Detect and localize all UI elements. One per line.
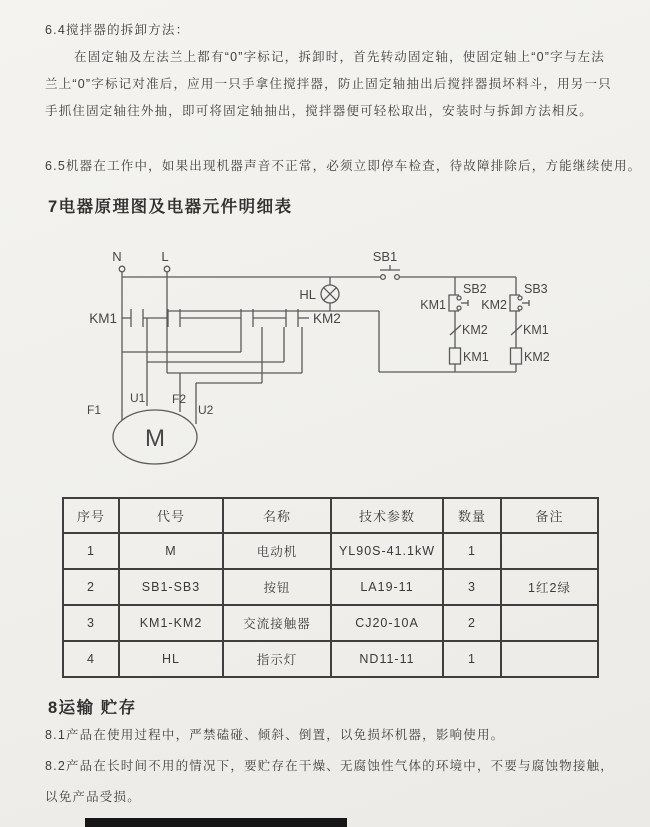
cell-name: 指示灯 — [223, 641, 331, 677]
cell-qty: 3 — [443, 569, 501, 605]
label-u2: U2 — [198, 403, 214, 417]
table-row — [63, 533, 598, 569]
section-6-4-heading: 6.4搅拌器的拆卸方法： — [45, 23, 190, 37]
section-8-title: 8运输 贮存 — [48, 699, 137, 717]
cell-name: 按钮 — [223, 569, 331, 605]
diagram-labels — [87, 249, 550, 452]
cell-note — [501, 533, 598, 569]
cell-note — [501, 605, 598, 641]
section-6-5: 6.5机器在工作中，如果出现机器声音不正常，必须立即停车检查，待故障排除后，方能继续使用。 — [45, 159, 642, 173]
section-6-4-body: 在固定轴及左法兰上都有“0”字标记，拆卸时，首先转动固定轴，使固定轴上“0”字与左法兰上“0”字标记对准后，应用一只手拿住搅拌器，防止固定轴抽出后搅拌器损坏料斗，用另一只手抓住固定轴往外抽，即可将固定轴抽出，搅拌器便可轻松取出，安装时与拆卸方法相反。 — [45, 50, 612, 118]
cell-code: KM1-KM2 — [119, 605, 223, 641]
parts-table — [62, 497, 599, 678]
cell-index: 3 — [63, 605, 119, 641]
cell-spec: CJ20-10A — [331, 605, 443, 641]
label-sb1: SB1 — [372, 249, 398, 264]
cell-name: 交流接触器 — [223, 605, 331, 641]
label-fwd-coil: KM1 — [463, 350, 489, 364]
cell-note — [501, 641, 598, 677]
label-f1: F1 — [86, 403, 101, 417]
cell-index: 2 — [63, 569, 119, 605]
label-sb2: SB2 — [463, 282, 487, 296]
table-row — [63, 605, 598, 641]
cell-qty: 1 — [443, 533, 501, 569]
label-km1-main: KM1 — [89, 311, 117, 326]
col-header-code: 代号 — [119, 498, 223, 533]
label-rev-interlock: KM1 — [523, 323, 549, 337]
cell-name: 电动机 — [223, 533, 331, 569]
table-header-row — [63, 498, 598, 533]
cell-qty: 1 — [443, 641, 501, 677]
cell-code: M — [119, 533, 223, 569]
cell-note: 1红2绿 — [501, 569, 598, 605]
label-f2: F2 — [172, 392, 187, 406]
cell-spec: YL90S-41.1kW — [331, 533, 443, 569]
label-rev-coil: KM2 — [524, 350, 550, 364]
section-8-2: 8.2产品在长时间不用的情况下，要贮存在干燥、无腐蚀性气体的环境中，不要与腐蚀物接触，以免产品受损。 — [45, 759, 614, 804]
cell-index: 1 — [63, 533, 119, 569]
circuit-diagram — [0, 240, 650, 495]
label-hl: HL — [299, 287, 316, 302]
table-row — [63, 641, 598, 677]
label-fwd-aux: KM1 — [420, 298, 446, 312]
cell-code: HL — [119, 641, 223, 677]
section-7-title: 7电器原理图及电器元件明细表 — [48, 198, 293, 216]
cell-spec: LA19-11 — [331, 569, 443, 605]
col-header-name: 名称 — [223, 498, 331, 533]
label-fwd-interlock: KM2 — [462, 323, 488, 337]
cell-index: 4 — [63, 641, 119, 677]
label-neutral: N — [112, 249, 122, 264]
label-rev-aux: KM2 — [481, 298, 507, 312]
label-u1: U1 — [130, 391, 146, 405]
cell-qty: 2 — [443, 605, 501, 641]
label-motor: M — [145, 425, 165, 452]
col-header-qty: 数量 — [443, 498, 501, 533]
section-8-1: 8.1产品在使用过程中，严禁磕碰、倾斜、倒置，以免损坏机器，影响使用。 — [45, 728, 505, 742]
col-header-spec: 技术参数 — [331, 498, 443, 533]
cell-code: SB1-SB3 — [119, 569, 223, 605]
label-sb3: SB3 — [524, 282, 548, 296]
label-km2-main: KM2 — [313, 311, 341, 326]
table-row — [63, 569, 598, 605]
col-header-note: 备注 — [501, 498, 598, 533]
col-header-index: 序号 — [63, 498, 119, 533]
cell-spec: ND11-11 — [331, 641, 443, 677]
scan-artifact-bar — [85, 818, 347, 827]
label-live: L — [161, 249, 169, 264]
